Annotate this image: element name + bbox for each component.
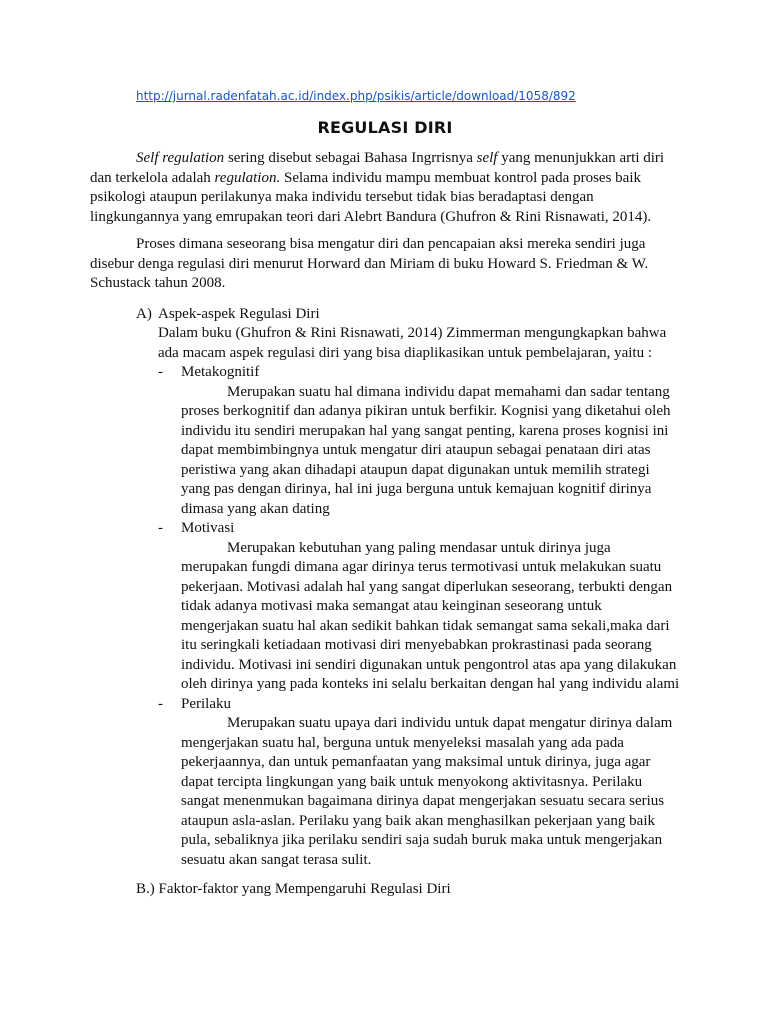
bullet-motivasi <box>158 519 680 539</box>
section-a-heading <box>136 305 680 325</box>
bullet-heading: Motivasi <box>181 520 235 536</box>
bullet-body-metakognitif: Merupakan suatu hal dimana individu dapat memahami dan sadar tentang proses berkognitif dan adanya pikiran untuk berfikir. Kognisi yang diketahui oleh individu itu sendiri merupakan hal yang sangat penting, karena proses kognisi ini dapat membimbingnya untuk mengatur diri ataupun sebagai penataan diri atas peristiwa yang akan dihadapi ataupun dapat digunakan untuk memilih strategi yang pas dengan dirinya, hal ini juga berguna untuk kemajuan kognitif dirinya dimasa yang akan dating <box>181 383 671 517</box>
bullet-metakognitif <box>158 363 680 383</box>
bullet-perilaku <box>158 695 680 715</box>
document-page <box>90 88 680 900</box>
second-paragraph: Proses dimana seseorang bisa mengatur diri dan pencapaian aksi mereka sendiri juga disebur denga regulasi diri menurut Horward dan Miriam di buku Howard S. Friedman & W. Schustack tahun 2008. <box>90 236 649 291</box>
term-self-regulation: Self regulation <box>136 150 225 166</box>
intro-text-3: Selama individu mampu membuat kontrol pada proses baik psikologi ataupun perilakunya maka individu tersebut tidak bias beradaptasi dengan lingkungannya yang emrupakan teori dari Alebrt Bandura (Ghufron & Rini Risnawati, 2014). <box>90 169 652 225</box>
bullet-marker: - <box>158 520 163 536</box>
section-a-body: Dalam buku (Ghufron & Rini Risnawati, 2014) Zimmerman mengungkapkan bahwa ada macam aspek regulasi diri yang bisa diaplikasikan untuk pembelajaran, yaitu : <box>158 325 667 361</box>
intro-paragraph <box>90 149 680 227</box>
term-self: self <box>476 150 498 166</box>
bullet-heading: Metakognitif <box>181 364 260 380</box>
bullet-marker: - <box>158 695 163 712</box>
bullet-body-perilaku: Merupakan suatu upaya dari individu untuk dapat mengatur dirinya dalam mengerjakan suatu hal, berguna untuk menyeleksi masalah yang ada pada pekerjaannya, dan untuk pemanfaatan yang maksimal untuk dirinya, juga agar dapat tercipta lingkungan yang baik untuk menyokong aktivitasnya. Perilaku sangat menenmukan bagaimana dirinya dapat mengerjakan sesuatu secara serius ataupun asla-aslan. Perilaku yang baik akan menghasilkan pekerjaan yang baik pula, sebaliknya jika perilaku sendiri saja sudah buruk maka untuk mengerjakan sesuatu akan sangat terasa sulit. <box>181 715 673 868</box>
intro-text-1: sering disebut sebagai Bahasa Ingrrisnya <box>224 150 477 166</box>
bullet-body-motivasi: Merupakan kebutuhan yang paling mendasar untuk dirinya juga merupakan fungdi dimana agar dirinya terus termotivasi untuk melakukan suatu pekerjaan. Motivasi adalah hal yang sangat diperlukan seseorang, terbukti dengan tidak adanya motivasi maka semangat atau keinginan seseorang untuk mengerjakan suatu hal akan sedikit bahkan tidak semangat sama sekali,maka dari itu seringkali ketiadaan motivasi diri menyebabkan prokrastinasi pada seorang individu. Motivasi ini sendiri digunakan untuk pengontrol atas apa yang dilakukan oleh dirinya yang pada konteks ini selalu berkaitan dengan hal yang individu alami <box>181 539 680 692</box>
page-title: REGULASI DIRI <box>317 118 453 137</box>
source-link[interactable]: http://jurnal.radenfatah.ac.id/index.php/psikis/article/download/1058/892 <box>136 89 576 103</box>
section-b-heading: B.) Faktor-faktor yang Mempengaruhi Regulasi Diri <box>136 881 451 897</box>
bullet-marker: - <box>158 364 163 380</box>
intro-text-2: yang menunjukkan arti diri dan terkelola adalah <box>90 150 665 186</box>
term-regulation: regulation. <box>214 169 281 186</box>
bullet-heading: Perilaku <box>181 695 231 712</box>
section-a-title: Aspek-aspek Regulasi Diri <box>158 305 320 322</box>
section-a-marker: A) <box>136 305 152 322</box>
